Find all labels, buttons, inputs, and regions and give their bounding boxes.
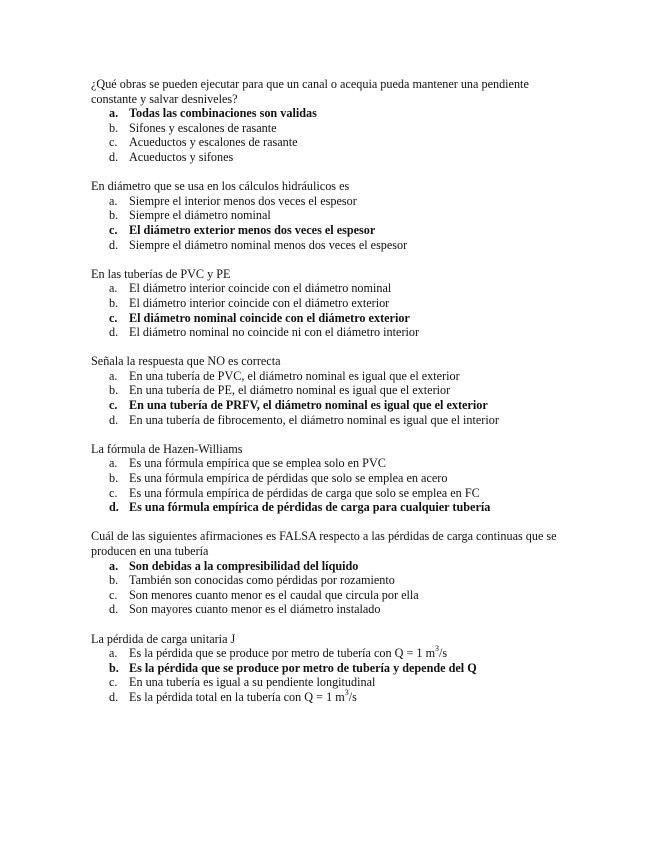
option-letter: d. [109, 237, 119, 252]
answer-option [91, 238, 571, 253]
answer-option [91, 121, 571, 136]
answer-options-list [91, 369, 571, 427]
option-text: Es la pérdida que se produce por metro de tubería y depende del Q [129, 660, 477, 675]
answer-option-correct [91, 311, 571, 326]
option-letter: b. [109, 383, 119, 398]
answer-option [91, 413, 571, 428]
answer-option [91, 281, 571, 296]
option-letter: a. [109, 368, 118, 383]
answer-option [91, 486, 571, 501]
answer-option [91, 369, 571, 384]
option-letter: b. [109, 660, 119, 675]
option-text-superscript: 3 [344, 687, 349, 697]
question-text: Cuál de las siguientes afirmaciones es FALSA respecto a las pérdidas de carga continuas que se producen en una tubería [91, 529, 557, 558]
option-letter: c. [109, 398, 118, 413]
option-text: Es la pérdida que se produce por metro de tubería con Q = 1 m [129, 646, 436, 661]
question-text: La pérdida de carga unitaria J [91, 631, 236, 646]
answer-option-correct [91, 559, 571, 574]
option-letter: b. [109, 573, 119, 588]
option-text: Son menores cuanto menor es el caudal que circula por ella [129, 587, 419, 602]
quiz-document [91, 77, 571, 719]
option-letter: b. [109, 208, 119, 223]
option-letter: c. [109, 675, 118, 690]
option-text: Es una fórmula empírica de pérdidas que solo se emplea en acero [129, 471, 448, 486]
option-letter: a. [109, 193, 118, 208]
option-letter: d. [109, 412, 119, 427]
option-text-suffix: /s [439, 646, 448, 661]
option-text: Es una fórmula empírica que se emplea solo en PVC [129, 456, 386, 471]
answer-option [91, 573, 571, 588]
answer-options-list [91, 646, 571, 704]
option-text-superscript: 3 [435, 644, 440, 654]
question-block [91, 442, 571, 515]
option-text: Siempre el interior menos dos veces el espesor [129, 193, 357, 208]
option-text: En una tubería es igual a su pendiente longitudinal [129, 675, 376, 690]
option-text: Siempre el diámetro nominal [129, 208, 271, 223]
answer-option-correct [91, 661, 571, 676]
answer-option [91, 296, 571, 311]
option-letter: d. [109, 689, 119, 704]
answer-option [91, 208, 571, 223]
option-text: Son mayores cuanto menor es el diámetro instalado [129, 602, 381, 617]
answer-options-list [91, 106, 571, 164]
answer-option-correct [91, 500, 571, 515]
question-block [91, 529, 571, 617]
question-block [91, 632, 571, 705]
answer-option [91, 456, 571, 471]
option-text: Sifones y escalones de rasante [129, 120, 277, 135]
answer-option-correct [91, 223, 571, 238]
question-text: Señala la respuesta que NO es correcta [91, 354, 281, 369]
question-text: En diámetro que se usa en los cálculos hidráulicos es [91, 179, 350, 194]
option-text: Todas las combinaciones son validas [129, 106, 317, 121]
answer-options-list [91, 456, 571, 514]
option-text: En una tubería de PRFV, el diámetro nominal es igual que el exterior [129, 398, 488, 413]
question-block [91, 267, 571, 340]
option-letter: c. [109, 485, 118, 500]
answer-option [91, 325, 571, 340]
option-letter: c. [109, 135, 118, 150]
answer-option-correct [91, 106, 571, 121]
option-text: El diámetro interior coincide con el diámetro nominal [129, 281, 392, 296]
answer-option [91, 687, 571, 705]
option-letter: a. [109, 106, 119, 121]
option-text: El diámetro nominal no coincide ni con el diámetro interior [129, 325, 420, 340]
option-letter: d. [109, 149, 119, 164]
option-letter: c. [109, 587, 118, 602]
answer-option [91, 135, 571, 150]
answer-option-correct [91, 398, 571, 413]
answer-option [91, 588, 571, 603]
option-text: El diámetro interior coincide con el diámetro exterior [129, 295, 390, 310]
answer-options-list [91, 281, 571, 339]
option-text: En una tubería de fibrocemento, el diámetro nominal es igual que el interior [129, 412, 499, 427]
answer-option [91, 675, 571, 690]
option-letter: d. [109, 602, 119, 617]
option-text: Acueductos y sifones [129, 149, 234, 164]
question-block [91, 354, 571, 427]
question-block [91, 77, 571, 165]
option-text-suffix: /s [348, 689, 357, 704]
question-text: En las tuberías de PVC y PE [91, 266, 231, 281]
option-letter: d. [109, 325, 119, 340]
option-text: Es la pérdida total en la tubería con Q = 1 m [129, 689, 345, 704]
option-letter: c. [109, 222, 118, 237]
option-text: Son debidas a la compresibilidad del líquido [129, 558, 359, 573]
option-letter: b. [109, 471, 119, 486]
option-letter: a. [109, 646, 118, 661]
option-text: Acueductos y escalones de rasante [129, 135, 298, 150]
option-letter: d. [109, 500, 119, 515]
answer-option [91, 150, 571, 165]
answer-options-list [91, 194, 571, 252]
option-text: En una tubería de PVC, el diámetro nominal es igual que el exterior [129, 368, 460, 383]
answer-option [91, 646, 571, 661]
answer-option [91, 471, 571, 486]
option-text: El diámetro exterior menos dos veces el espesor [129, 222, 376, 237]
answer-option [91, 383, 571, 398]
answer-option [91, 602, 571, 617]
question-text: La fórmula de Hazen-Williams [91, 441, 243, 456]
option-letter: b. [109, 120, 119, 135]
option-letter: a. [109, 281, 118, 296]
option-text: Es una fórmula empírica de pérdidas de carga que solo se emplea en FC [129, 485, 480, 500]
question-block [91, 179, 571, 252]
option-text: También son conocidas como pérdidas por rozamiento [129, 573, 395, 588]
option-text: Es una fórmula empírica de pérdidas de carga para cualquier tubería [129, 500, 491, 515]
option-letter: a. [109, 558, 119, 573]
option-letter: c. [109, 310, 118, 325]
answer-option [91, 194, 571, 209]
option-letter: a. [109, 456, 118, 471]
option-text: El diámetro nominal coincide con el diámetro exterior [129, 310, 410, 325]
option-text: Siempre el diámetro nominal menos dos veces el espesor [129, 237, 408, 252]
option-letter: b. [109, 295, 119, 310]
option-text: En una tubería de PE, el diámetro nominal es igual que el exterior [129, 383, 451, 398]
answer-options-list [91, 559, 571, 617]
question-text: ¿Qué obras se pueden ejecutar para que un canal o acequia pueda mantener una pendiente constante y salvar desniveles? [91, 77, 529, 106]
